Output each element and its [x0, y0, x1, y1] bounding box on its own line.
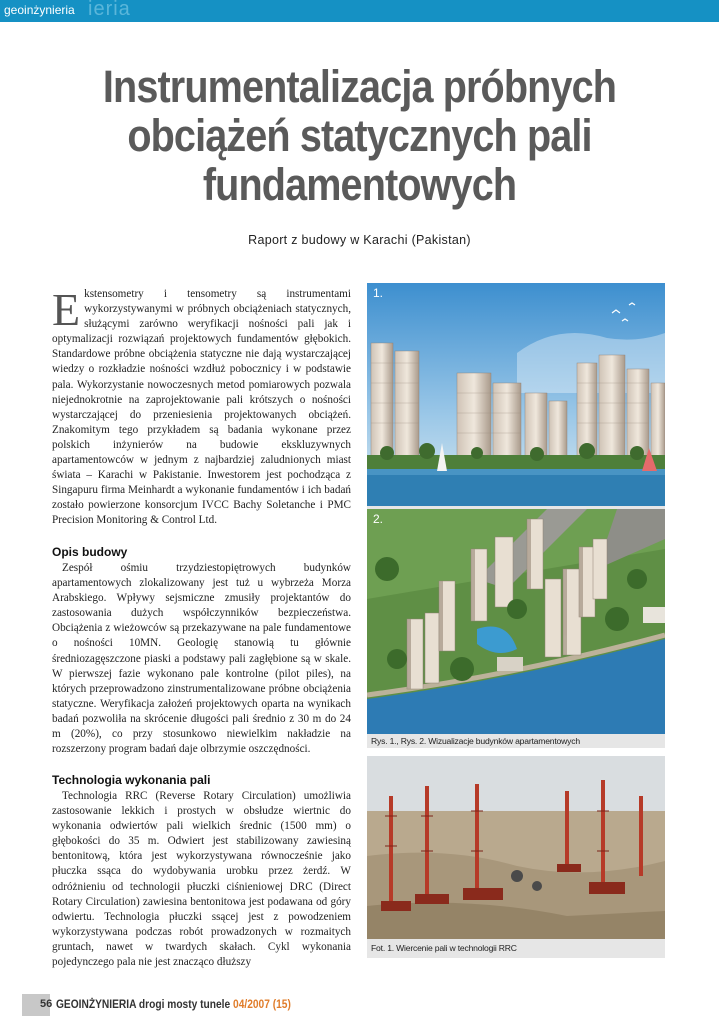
section-tag: geoinżynieria	[4, 3, 75, 17]
photo-caption: Fot. 1. Wiercenie pali w technologii RRC	[371, 943, 517, 953]
page-footer	[0, 994, 719, 1016]
section-opis-budowy	[52, 545, 351, 757]
magazine-name	[56, 997, 291, 1011]
article-subtitle: Raport z budowy w Karachi (Pakistan)	[248, 233, 471, 247]
title-line: Instrumentalizacja próbnych	[102, 61, 617, 112]
aerial-visualization	[367, 509, 665, 734]
section-paragraph: Technologia RRC (Reverse Rotary Circulation) umożliwia zastosowanie lekkich i prostych w obsłudze wiertnic do wykonania odwiertów pali wielkich średnic (1500 mm) o głębokości do 35 m. Odwiert jest stabilizowany zawiesiną bentonitową, która jest wykorzystywana równocześnie jako płuczka ssąca do wydobywania urobku przez żerdź. W odróżnieniu od technologii płuczki ciśnieniowej DRC (Direct Rotary Circulation) zawiesina bentonitowa jest podawana od góry odwiertu. Technologia płuczki ssącej jest z powodzeniem wykorzystywana podczas robót prowadzonych w rozmaitych gruntach, nawet w twardych skałach. Cykl wykonania pojedynczego pala nie jest znacząco dłuższy	[52, 790, 351, 969]
magazine-issue: 04/2007 (15)	[233, 997, 291, 1011]
photo-1-image	[367, 756, 665, 939]
title-line: fundamentowych	[202, 159, 517, 210]
skyline-visualization	[367, 283, 665, 506]
section-paragraph: Zespół ośmiu trzydziestopiętrowych budynków apartamentowych zlokalizowany jest tuż u wybrzeża Morza Arabskiego. Wpływy sejsmiczne zmusiły projektantów do zastosowania dużych współczynników bezpieczeństwa. Obciążenia z wieżowców są przekazywane na pale fundamentowe o nośności 10MN. Geologię stanowią tu głównie średniozagęszczone piaski a podstawy pali zagłębione są w skale. W pierwszej fazie wykonano pale kontrolne (pilot piles), na których przeprowadzono zinstrumentalizowane próbne obciążenia statyczne. Weryfikacja założeń projektowych oparta na wynikach badań pozwoliła na skrócenie długości pali średnio z 30 m do 24 m (20%), co przy stosunkowo niewielkim nakładzie na rozszerzony program badań daje olbrzymie oszczędności.	[52, 562, 351, 756]
intro-text: kstensometry i tensometry są instrumentami wykorzystywanymi w próbnych obciążeniach statycznych, służącymi zarówno weryfikacji nośności pali jak i optymalizacji rozwiązań projektowych fundamentów głębokich. Standardowe próbne obciążenia statyczne nie dają wystarczającej wiedzy o rozkładzie nośności wzdłuż pobocznicy i w podstawie pala. Wykorzystanie nowoczesnych metod pomiarowych pozwala niejednokrotnie na zaprojektowanie pali krótszych o nośności wystarczającej do przeniesienia projektowanych obciążeń. Znakomitym tego przykładem są badania wykonane przez polskich inżynierów na budowie ekskluzywnych apartamentowców w jednym z najbardziej zaludnionych miast świata – Karachi w Pakistanie. Inwestorem jest pochodząca z Singapuru firma Meinhardt a wykonanie fundamentów i ich badań zostało powierzone konsorcjum IVCC Bachy Soletanche i PMC Precision Monitoring & Control Ltd.	[52, 288, 351, 527]
title-line: obciążeń statycznych pali	[127, 110, 592, 161]
figure-2-image	[367, 509, 665, 734]
section-heading: Opis budowy	[52, 545, 128, 559]
figure-group-photo	[367, 756, 665, 958]
figure-2-number: 2.	[373, 512, 384, 526]
drop-cap: E	[52, 284, 81, 335]
drilling-photo	[367, 756, 665, 939]
figure-group-visualizations	[367, 283, 665, 748]
article-title	[70, 62, 650, 209]
section-heading: Technologia wykonania pali	[52, 773, 211, 787]
figure-1-number: 1.	[373, 286, 384, 300]
section-header-bar	[0, 0, 719, 22]
intro-paragraph-block	[52, 284, 351, 529]
section-technologia	[52, 773, 351, 970]
page-number: 56	[40, 998, 53, 1010]
magazine-title: GEOINŻYNIERIA drogi mosty tunele	[56, 997, 231, 1011]
intro-paragraph	[52, 284, 351, 529]
figure-caption: Rys. 1., Rys. 2. Wizualizacje budynków apartamentowych	[371, 736, 580, 746]
section-ghost-text: ieria	[88, 0, 131, 20]
figure-1-image	[367, 283, 665, 506]
